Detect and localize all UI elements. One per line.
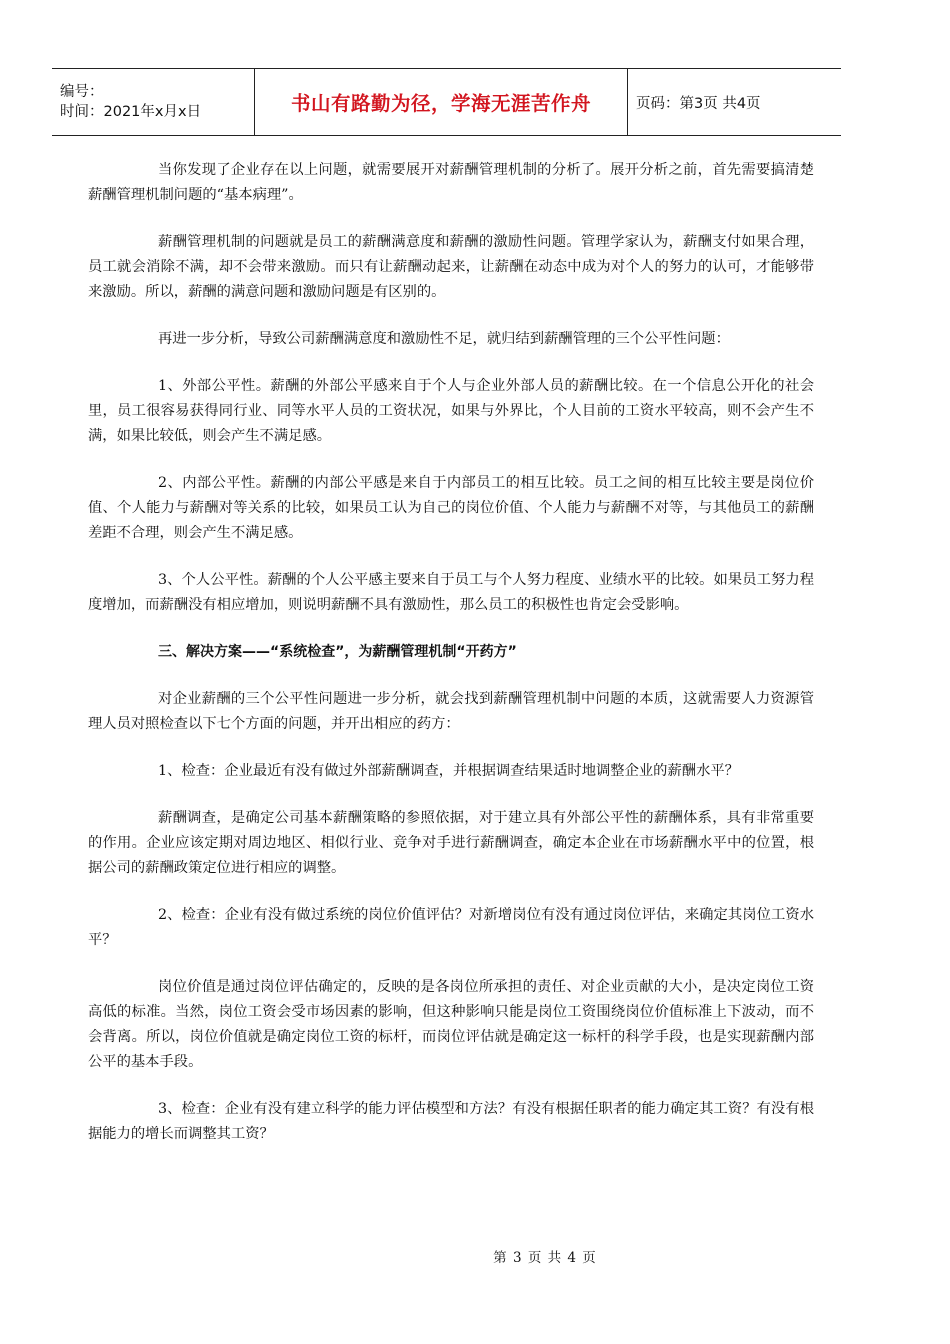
page-label: 页码：第3页 共4页 <box>636 95 761 112</box>
paragraph: 岗位价值是通过岗位评估确定的，反映的是各岗位所承担的责任、对企业贡献的大小，是决定岗位工资高低的标准。当然，岗位工资会受市场因素的影响，但这种影响只能是岗位工资围绕岗位价值标准上下波动，而不会背离。所以，岗位价值就是确定岗位工资的标杆，而岗位评估就是确定这一标杆的科学手段，也是实现薪酬内部公平的基本手段。 <box>88 979 814 1070</box>
paragraph: 对企业薪酬的三个公平性问题进一步分析，就会找到薪酬管理机制中问题的本质，这就需要人力资源管理人员对照检查以下七个方面的问题，并开出相应的药方： <box>88 691 814 732</box>
page-header <box>52 68 841 136</box>
paragraph: 薪酬调查，是确定公司基本薪酬策略的参照依据，对于建立具有外部公平性的薪酬体系，具有非常重要的作用。企业应该定期对周边地区、相似行业、竞争对手进行薪酬调查，确定本企业在市场薪酬水平中的位置，根据公司的薪酬政策定位进行相应的调整。 <box>88 810 814 876</box>
paragraph: 1、检查：企业最近有没有做过外部薪酬调查，并根据调查结果适时地调整企业的薪酬水平？ <box>158 763 739 779</box>
paragraph: 2、检查：企业有没有做过系统的岗位价值评估？对新增岗位有没有通过岗位评估，来确定其岗位工资水平？ <box>88 907 814 948</box>
motto-text: 书山有路勤为径，学海无涯苦作舟 <box>290 92 591 115</box>
paragraph: 1、外部公平性。薪酬的外部公平感来自于个人与企业外部人员的薪酬比较。在一个信息公开化的社会里，员工很容易获得同行业、同等水平人员的工资状况，如果与外界比，个人目前的工资水平较高，则不会产生不满，如果比较低，则会产生不满足感。 <box>88 378 814 444</box>
section-heading: 三、解决方案——“系统检查”，为薪酬管理机制“开药方” <box>158 644 517 660</box>
date-label: 时间：2021年x月x日 <box>60 104 202 120</box>
paragraph: 当你发现了企业存在以上问题，就需要展开对薪酬管理机制的分析了。展开分析之前，首先需要搞清楚薪酬管理机制问题的“基本病理”。 <box>88 162 814 203</box>
paragraph: 再进一步分析，导致公司薪酬满意度和激励性不足，就归结到薪酬管理的三个公平性问题： <box>158 331 730 347</box>
paragraph: 2、内部公平性。薪酬的内部公平感是来自于内部员工的相互比较。员工之间的相互比较主要是岗位价值、个人能力与薪酬对等关系的比较，如果员工认为自己的岗位价值、个人能力与薪酬不对等，与其他员工的薪酬差距不合理，则会产生不满足感。 <box>88 475 814 541</box>
footer-page-number: 第 3 页 共 4 页 <box>493 1250 597 1266</box>
header-page-info <box>628 69 841 135</box>
paragraph: 3、个人公平性。薪酬的个人公平感主要来自于员工与个人努力程度、业绩水平的比较。如果员工努力程度增加，而薪酬没有相应增加，则说明薪酬不具有激励性，那么员工的积极性也肯定会受影响。 <box>88 572 814 613</box>
paragraph: 薪酬管理机制的问题就是员工的薪酬满意度和薪酬的激励性问题。管理学家认为，薪酬支付如果合理，员工就会消除不满，却不会带来激励。而只有让薪酬动起来，让薪酬在动态中成为对个人的努力的认可，才能够带来激励。所以，薪酬的满意问题和激励问题是有区别的。 <box>88 234 814 300</box>
header-motto <box>255 69 628 135</box>
header-meta <box>52 69 255 135</box>
page-footer <box>0 1246 950 1266</box>
paragraph: 3、检查：企业有没有建立科学的能力评估模型和方法？有没有根据任职者的能力确定其工资？有没有根据能力的增长而调整其工资？ <box>88 1101 814 1142</box>
document-body <box>88 158 814 1169</box>
code-label: 编号： <box>60 84 104 100</box>
